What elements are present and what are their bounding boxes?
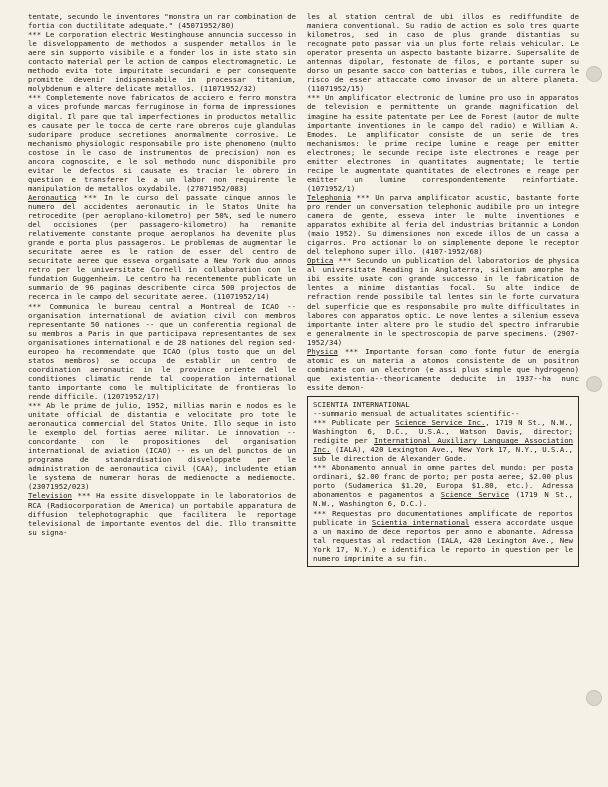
section-heading: Optica: [307, 256, 334, 266]
publisher-paragraph: *** Publicate per Science Service Inc., 1719 N St., N.W., Washington 6, D.C., U.S.A., Watson Davis, director; redigite per International Auxiliary Language Association Inc. (IALA), 420 Lexington Ave., New York 17, N.Y., U.S.A., sub le direction de Alexander Gode.: [313, 418, 573, 464]
paragraph: *** Communica le bureau central a Montreal de ICAO -- organisation international de aviation civil con membros representante 50 nationes -- que un conferentia regional de su membros a Paris in que participava representantes de sex organisationes international e de 28 nationes del region sed-europeo ha recommendate que ICAO (plus tosto que un del statos membros) se occupa de establir un centro de coordination aeronautic in le province oriente del le conditiones climatic rende tal cooperation international tanto importante como le multiplicitate de frontieras lo rende difficile. (12071952/17): [28, 301, 296, 401]
paragraph: les al station central de ubi illos es rediffundite de maniera conventional. Su radio de action es solo tres quarte kilometros, sed in caso de plus grande distantias su recognate poto passar via un plus forte relais vehicular. Le operator presenta un aspecto bastante bizarre. Supersalite de antennas dipolar, festonate de filos, e portante super su dorso un pesante sacco con batterias e tubos, ille currera le risco de esser attaccate como invasor de un altere planeta. (11071952/15): [307, 12, 579, 94]
right-column: [307, 12, 579, 567]
punch-hole: [586, 690, 602, 706]
punch-hole: [586, 376, 602, 392]
masthead-title: SCIENTIA INTERNATIONAL: [313, 399, 410, 409]
paragraph: Aeronautica *** In le curso del passate cinque annos le numero del accidentes aeronautic in le Statos Unite ha retrocedite (per aeroplano-kilometro) per 50%, sed le numero del occisiones (per passagero-kilometro) ha remanite relativemente constante proque aeroplanos ha devenite plus grande e porta plus passageros. Le problemas de augmentar le securitate aeree es le ration de esser del centro de securitate aeree que esseva organisate a New York duo annos retro per le universitate Cornell in collaboration con le fundation Guggenheim. Le centro ha recentemente publicate un summario de 96 paginas describente circa 500 projectos de recerca in le campo del securitate aeree. (11071952/14): [28, 192, 296, 302]
paragraph: *** Ab le prime de julio, 1952, millias marin e nodos es le unitate official de distantia e velocitate pro tote le aeronautica commercial del Statos Unite. Illo seque in isto le exemplo del fortias aeree militar. Le innovation -- concordante con le propositiones del organisation international de aviation (ICAO) -- es un del punctos de un programa de standardisation disveloppate per le administration de aeronautica civil (CAA), includente etiam le systema de numerar horas de medienocte a mediemocte. (23071952/023): [28, 401, 296, 492]
requests-paragraph: *** Requestas pro documentationes amplificate de reportos publicate in Scientia international essera accordate usque a un maximo de dece reportos per anno e abonante. Adressa tal requestas al redaction (IALA, 420 Lexington Ave., New York 17, N.Y.) e identifica le reporto in question per le numero imprimite a su fin.: [313, 508, 573, 563]
paragraph: *** Un amplificator electronic de lumine pro uso in apparatos de television e permittente un grande magnification del imagine ha essite patentate per Lee de Forest (autor de multe importante inventiones in le campo del radio) e William A. Emodes. Le amplificator consiste de un serie de tres mechanismos: le prime recipe lumine e reage per emitter electrones; le secunde recipe iste electrones e reage per emitter electrones in quantitates augmentate; le tertie recipe le augmentate quantitates de electrones e reage per emitter un lumine correspondentemente reinfortiate. (1071952/1): [307, 93, 579, 193]
masthead-box: [307, 396, 579, 567]
paragraph: *** Completemente nove fabricatos de acciero e ferro monstra a vices profunde marcas ferruginose in forma de impressiones digital. Il pare que tal imperfectiones in productos metallic es causate per le tocca de certe rare obreros cuje glandulas sudoripare produce secretiones anormalmente corrosive. Le mechanismo physiologic responsabile pro iste phenomeno (multo costose in le caso de instrumentos de precision) non es ancora cognoscite, e le sol methodo nunc disponibile pro evitar le defectos si causate es traciar le obrero in question e transferer le a un labor non requirente le manipulation de metallos oxydabile. (27071952/083): [28, 93, 296, 193]
section-heading: Telephonia: [307, 192, 351, 202]
paragraph: *** Le corporation electric Westinghouse annuncia successo in le disveloppamento de methodos a suspender metallos in le aere sin supporto visibile e a fonder los in iste stato sin contacto material per le action de campos electromagnetic. Le methodo evita tote impuritate secundari e per consequente promitte devenir indispensabile in processar titanium, molybdenum e altere delicate metallos. (11071952/32): [28, 30, 296, 94]
paragraph: Physica *** Importante forsan como fonte futur de energia atomic es un materia a atomos consistente de un positron combinate con un electron (e assi plus simple que hydrogeno) que existentia--theoricamente deducite in 1937--ha nunc essite demon-: [307, 346, 579, 392]
masthead-subtitle: --summario mensual de actualitates scientific--: [313, 409, 520, 419]
section-heading: Television: [28, 491, 72, 501]
subscription-paragraph: *** Abonamento annual in omne partes del mundo: per posta ordinari, $2.00 franc de porto; per posta aeree, $2.00 plus porto (Sudamerica $1.20, Europa $1.80, etc.). Adressa abonamentos e pagamentos a Science Service (1719 N St., N.W., Washington 6, D.C.).: [313, 463, 573, 509]
paragraph: Optica *** Secundo un publication del laboratorios de physica al universitate Reading in Anglaterra, silenium amorphe ha ibi essite usate con grande successo in le fabrication de lentes a minime distantias focal. Su alte indice de refraction rende possibile tal lentes sin le forte curvatura del superficie que es responsabile pro multe difficultates in labores con apparatos optic. Le nove lentes a silenium esseva importante inter altere pro le studio del spectro infrarubie e generalmente in le spectroscopia de parve specimens. (2907-1952/34): [307, 256, 579, 347]
paragraph: Telephonia *** Un parva amplificator acustic, bastante forte pro render un conversation telephonic audibile pro un integre camera de gente, esseva inter le multe inventiones e apparatos exhibite al feria del industrias britannic a London (maio 1952). Su dimensiones non excede illos de un cassa a cigarros. Pro actionar lo on simplemente depone le receptor del telephono super illo. (4107-1952/68): [307, 192, 579, 257]
paragraph: Television *** Ha essite disveloppate in le laboratorios de RCA (Radiocorporation de America) un portabile apparatura de diffusion telephotographic que facilitera le reportage televisional de importante eventos del die. Illo transmitte su signa-: [28, 491, 296, 537]
left-column: [28, 12, 296, 537]
paragraph: tentate, secundo le inventores "monstra un rar combination de fortia con ductilitate adequate." (45071952/80): [28, 12, 296, 31]
punch-hole: [586, 66, 602, 82]
section-heading: Physica: [307, 346, 338, 356]
section-heading: Aeronautica: [28, 192, 77, 202]
